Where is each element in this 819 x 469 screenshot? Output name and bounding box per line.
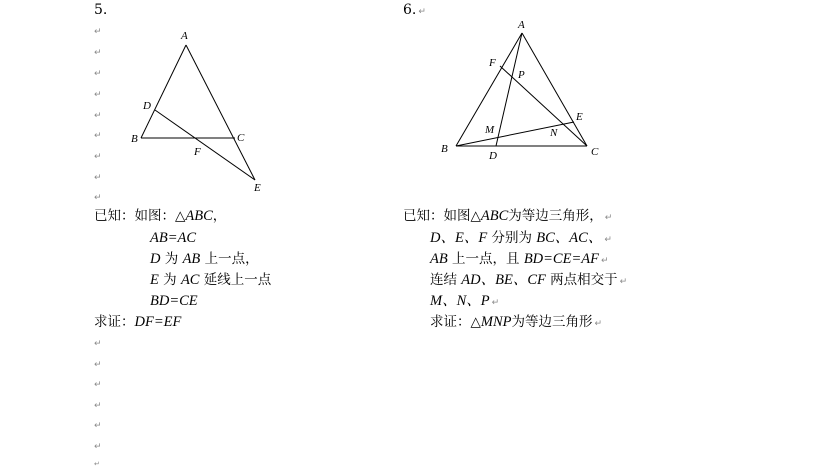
given-prefix: 已知：如图 bbox=[403, 208, 471, 224]
label-c: C bbox=[237, 132, 245, 144]
label-n: N bbox=[550, 127, 558, 139]
prove-statement: DF=EF bbox=[134, 314, 182, 330]
triangle-symbol: △ bbox=[175, 208, 186, 224]
paragraph-mark: ↵ bbox=[94, 48, 102, 58]
triangle-name: ABC bbox=[185, 208, 213, 224]
segment-name: AC bbox=[180, 272, 200, 288]
prove-suffix: 为等边三角形 bbox=[511, 314, 593, 330]
paragraph-mark: ↵ bbox=[94, 193, 102, 203]
label-c: C bbox=[591, 146, 599, 158]
points-def: D、E、F bbox=[430, 230, 488, 246]
points-mnp: M、N、P bbox=[430, 293, 490, 309]
prove-prefix: 求证： bbox=[430, 314, 471, 330]
problem-6-condition bbox=[430, 229, 612, 249]
paragraph-mark: ↵ bbox=[94, 380, 102, 390]
problem-6-condition bbox=[430, 250, 609, 270]
condition-text: 连结 bbox=[430, 272, 457, 288]
label-b: B bbox=[131, 133, 138, 145]
segment-names: BC、AC、 bbox=[536, 230, 603, 246]
label-e: E bbox=[576, 111, 583, 123]
condition-text: 为 bbox=[163, 272, 177, 288]
problem-6-condition bbox=[430, 292, 499, 312]
problem-6-number-text: 6. bbox=[403, 2, 417, 18]
paragraph-mark: ↵ bbox=[604, 213, 613, 223]
point-e: E bbox=[150, 272, 159, 288]
label-a: A bbox=[518, 19, 525, 31]
paragraph-mark: ↵ bbox=[604, 235, 612, 245]
label-f: F bbox=[489, 57, 496, 69]
problem-5-number: 5. bbox=[94, 2, 108, 18]
segment-ad bbox=[496, 33, 522, 146]
segment-names: AD、BE、CF bbox=[461, 272, 546, 288]
paragraph-mark: ↵ bbox=[94, 442, 102, 452]
triangle-name: ABC bbox=[480, 208, 509, 224]
paragraph-mark: ↵ bbox=[491, 298, 500, 308]
given-comma: ， bbox=[212, 208, 227, 224]
problem-6-condition bbox=[430, 271, 627, 291]
paragraph-mark: ↵ bbox=[94, 339, 102, 349]
condition-text: 延线上一点 bbox=[203, 272, 272, 288]
paragraph-mark: ↵ bbox=[94, 111, 102, 121]
segment-ab: AB bbox=[430, 251, 448, 267]
paragraph-mark: ↵ bbox=[594, 319, 603, 329]
problem-6-prove bbox=[430, 313, 602, 333]
paragraph-mark: ↵ bbox=[418, 7, 426, 17]
paragraph-mark: ↵ bbox=[94, 90, 102, 100]
paragraph-mark: ↵ bbox=[94, 152, 102, 162]
label-f: F bbox=[194, 146, 201, 158]
label-d: D bbox=[143, 100, 151, 112]
given-prefix: 已知：如图： bbox=[94, 208, 175, 224]
paragraph-mark: ↵ bbox=[94, 460, 100, 468]
triangle-name: MNP bbox=[480, 314, 512, 330]
label-m: M bbox=[485, 124, 495, 136]
paragraph-mark: ↵ bbox=[94, 173, 102, 183]
condition-text: 两点相交于 bbox=[550, 272, 618, 288]
point-d: D bbox=[150, 251, 161, 267]
paragraph-mark: ↵ bbox=[619, 277, 628, 287]
condition-bd-ce: BD=CE bbox=[150, 293, 198, 309]
condition-equal-lengths: BD=CE=AF bbox=[523, 251, 599, 267]
condition-text: 上一点，且 bbox=[452, 251, 520, 267]
condition-text: 上一点， bbox=[204, 251, 259, 267]
paragraph-mark: ↵ bbox=[94, 401, 102, 411]
paragraph-mark: ↵ bbox=[94, 360, 102, 370]
label-a: A bbox=[181, 30, 188, 42]
triangle-symbol: △ bbox=[470, 208, 481, 224]
label-e: E bbox=[254, 182, 261, 194]
segment-name: AB bbox=[182, 251, 201, 267]
paragraph-mark: ↵ bbox=[94, 131, 102, 141]
paragraph-mark: ↵ bbox=[600, 256, 609, 266]
label-p: P bbox=[518, 69, 525, 81]
label-b: B bbox=[441, 143, 448, 155]
paragraph-mark: ↵ bbox=[94, 27, 102, 37]
paragraph-mark: ↵ bbox=[94, 421, 102, 431]
problem-6-given bbox=[403, 207, 612, 227]
triangle-symbol: △ bbox=[470, 314, 481, 330]
condition-text: 为 bbox=[164, 251, 179, 267]
paragraph-mark: ↵ bbox=[94, 69, 102, 79]
given-suffix: 为等边三角形， bbox=[508, 208, 603, 224]
condition-text: 分别为 bbox=[491, 230, 532, 246]
condition-ab-ac: AB=AC bbox=[150, 230, 197, 246]
label-d: D bbox=[489, 150, 497, 162]
prove-prefix: 求证： bbox=[94, 314, 135, 330]
